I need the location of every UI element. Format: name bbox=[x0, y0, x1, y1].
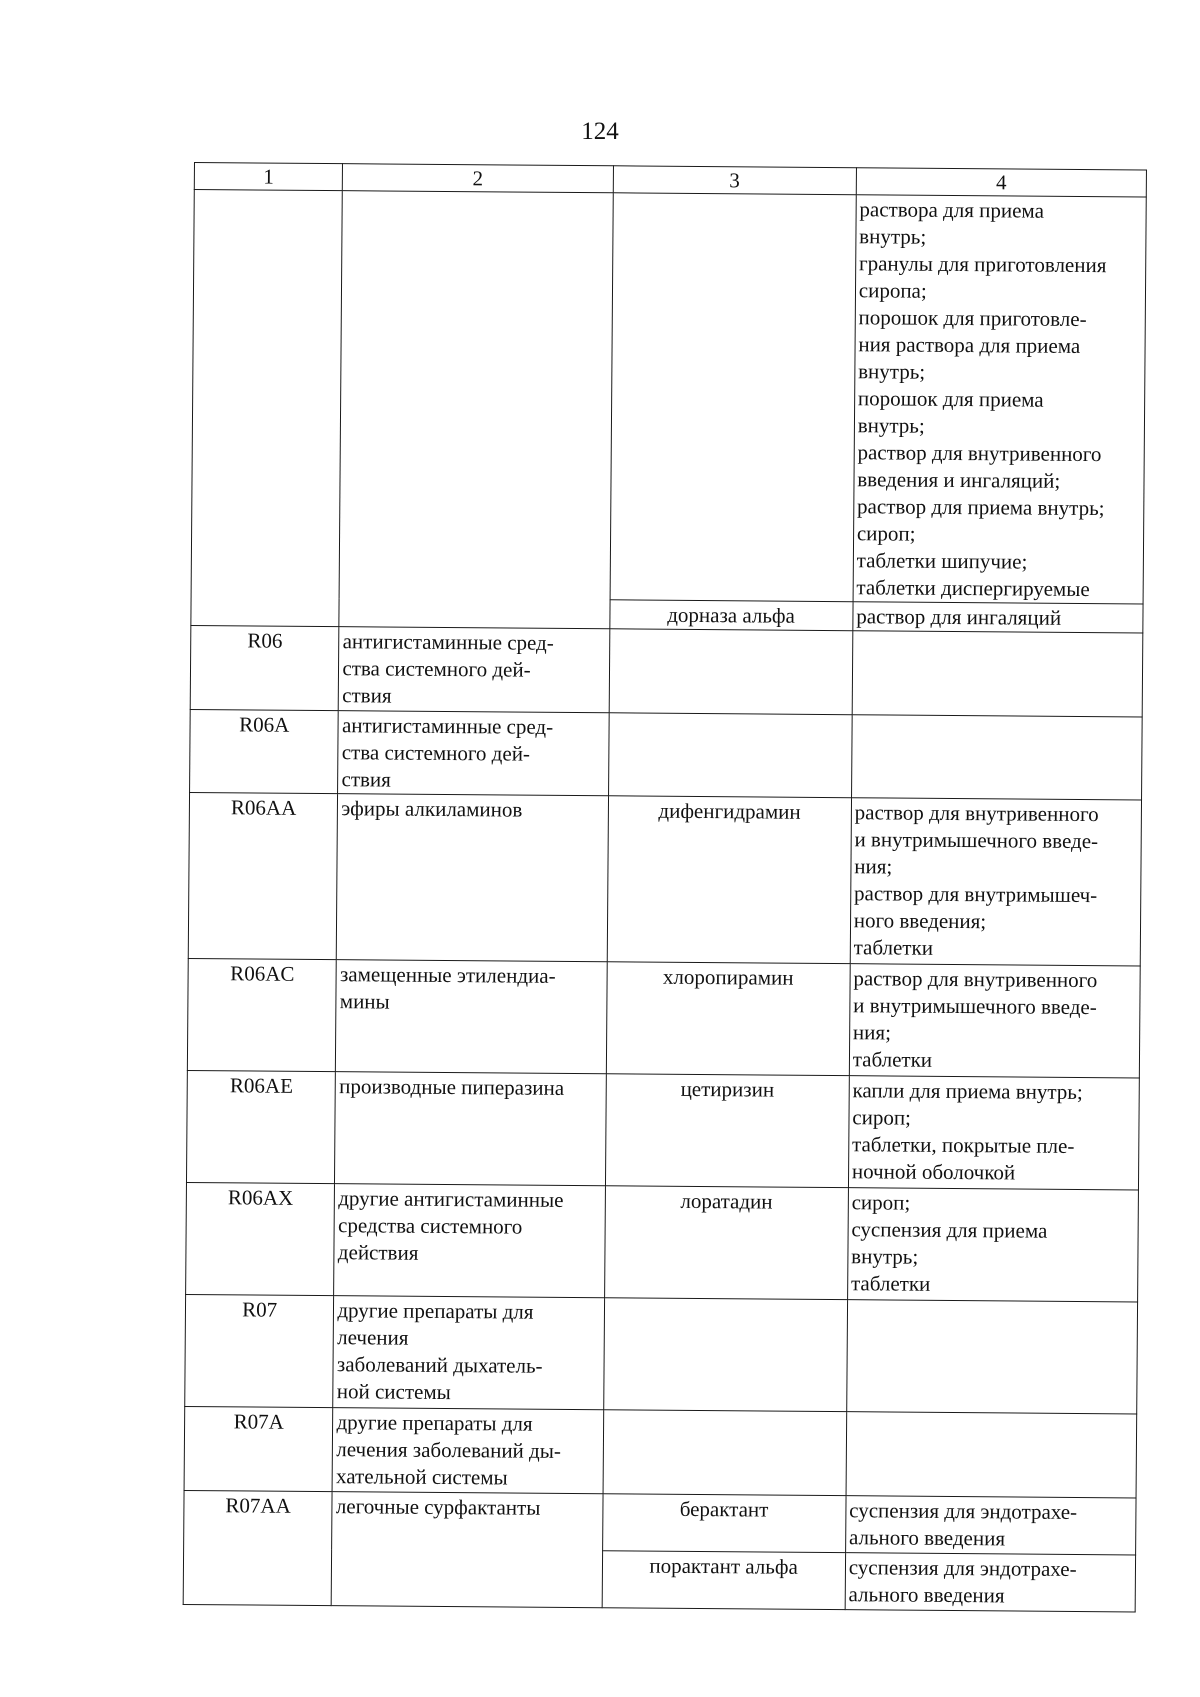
substance-cell: берактант bbox=[602, 1494, 846, 1553]
dosage-forms-cell bbox=[851, 715, 1142, 800]
table-row bbox=[188, 792, 1141, 965]
atc-code-cell: R07AA bbox=[183, 1490, 332, 1605]
dosage-forms-cell bbox=[846, 1412, 1137, 1498]
dosage-form-line: сироп; bbox=[856, 521, 916, 546]
group-name-line: ствия bbox=[342, 683, 392, 708]
table-row bbox=[190, 709, 1143, 799]
group-name-cell bbox=[334, 1184, 605, 1298]
dosage-form-line: таблетки диспергируемые bbox=[856, 575, 1090, 602]
atc-code-cell: R06 bbox=[190, 625, 339, 710]
dosage-form-line: сиропа; bbox=[858, 278, 927, 303]
dosage-form-line: порошок для приема bbox=[857, 386, 1044, 412]
dosage-form-line: ния; bbox=[854, 854, 893, 879]
column-header-1: 1 bbox=[194, 163, 343, 191]
drug-table-sheet bbox=[182, 162, 1147, 1647]
group-name-line: другие антигистаминные bbox=[338, 1186, 564, 1212]
atc-code-cell bbox=[191, 190, 343, 627]
dosage-form-line: внутрь; bbox=[859, 224, 927, 249]
group-name-line: лечения заболеваний ды- bbox=[336, 1437, 561, 1463]
drug-table bbox=[183, 162, 1147, 1612]
dosage-forms-cell bbox=[853, 195, 1146, 604]
dosage-form-line: таблетки bbox=[850, 1271, 931, 1296]
group-name-cell bbox=[337, 794, 608, 962]
group-name-cell bbox=[339, 191, 612, 629]
group-name-line: легочные сурфактанты bbox=[335, 1494, 541, 1520]
group-name-line: действия bbox=[337, 1240, 419, 1265]
group-name-line: антигистаминные сред- bbox=[341, 713, 554, 739]
group-name-cell bbox=[338, 711, 609, 796]
dosage-form-line: ального введения bbox=[848, 1582, 1005, 1608]
table-row bbox=[187, 958, 1140, 1077]
dosage-forms-cell bbox=[853, 602, 1143, 633]
dosage-form-line: введения и ингаляций; bbox=[857, 467, 1061, 493]
table-row bbox=[186, 1182, 1139, 1301]
table-row bbox=[184, 1490, 1136, 1554]
substance-cell bbox=[609, 629, 853, 715]
dosage-form-line: порошок для приготовле- bbox=[858, 305, 1087, 332]
page-number: 124 bbox=[581, 118, 619, 145]
dosage-form-line: раствор для внутримышеч- bbox=[853, 881, 1098, 908]
dosage-form-line: раствора для приема bbox=[859, 197, 1045, 223]
dosage-forms-cell bbox=[847, 1188, 1138, 1302]
group-name-line: замещенные этилендиа- bbox=[339, 962, 556, 988]
dosage-form-line: таблетки шипучие; bbox=[856, 548, 1028, 574]
column-header-4: 4 bbox=[856, 168, 1146, 197]
dosage-form-line: таблетки bbox=[852, 1047, 933, 1072]
atc-code-cell: R06AA bbox=[188, 792, 338, 959]
dosage-forms-cell bbox=[852, 631, 1143, 717]
group-name-line: антигистаминные сред- bbox=[342, 629, 554, 655]
group-name-line: ствия bbox=[341, 767, 391, 792]
dosage-form-line: внутрь; bbox=[857, 413, 925, 438]
dosage-form-line: таблетки, покрытые пле- bbox=[852, 1132, 1075, 1158]
table-row bbox=[191, 190, 1146, 604]
group-name-line: другие препараты для bbox=[337, 1298, 534, 1324]
dosage-form-line: ния раствора для приема bbox=[858, 332, 1081, 358]
dosage-form-line: и внутримышечного введе- bbox=[853, 993, 1097, 1020]
group-name-line: ства системного дей- bbox=[341, 740, 531, 766]
substance-cell: лоратадин bbox=[604, 1186, 848, 1300]
group-name-cell bbox=[332, 1408, 603, 1494]
group-name-line: средства системного bbox=[337, 1213, 523, 1239]
dosage-form-line: раствор для приема внутрь; bbox=[857, 494, 1105, 521]
dosage-form-line: ния; bbox=[852, 1020, 892, 1045]
group-name-cell bbox=[333, 1296, 604, 1410]
group-name-line: заболеваний дыхатель- bbox=[336, 1352, 543, 1378]
group-name-cell bbox=[335, 1072, 606, 1186]
table-row bbox=[184, 1406, 1137, 1497]
dosage-form-line: ного введения; bbox=[853, 908, 987, 934]
group-name-line: производные пиперазина bbox=[339, 1074, 565, 1100]
dosage-form-line: раствор для внутривенного bbox=[857, 440, 1102, 467]
atc-code-cell: R06AE bbox=[186, 1070, 335, 1183]
group-name-cell bbox=[336, 960, 607, 1074]
dosage-form-line: суспензия для приема bbox=[851, 1217, 1048, 1243]
dosage-form-line: раствор для ингаляций bbox=[856, 604, 1062, 630]
substance-cell bbox=[610, 193, 856, 602]
dosage-form-line: гранулы для приготовления bbox=[858, 251, 1107, 278]
dosage-form-line: таблетки bbox=[853, 935, 934, 960]
atc-code-cell: R06AX bbox=[186, 1182, 335, 1295]
dosage-form-line: ночной оболочкой bbox=[851, 1159, 1016, 1185]
table-row bbox=[186, 1070, 1139, 1189]
dosage-form-line: суспензия для эндотрахе- bbox=[848, 1555, 1077, 1581]
dosage-form-line: капли для приема внутрь; bbox=[852, 1078, 1083, 1105]
dosage-forms-cell bbox=[845, 1496, 1136, 1555]
substance-cell bbox=[608, 713, 852, 798]
substance-cell: цетиризин bbox=[605, 1074, 849, 1188]
dosage-form-line: сироп; bbox=[851, 1190, 911, 1215]
dosage-form-line: и внутримышечного введе- bbox=[854, 827, 1099, 854]
substance-cell bbox=[603, 1298, 847, 1412]
group-name-line: ной системы bbox=[336, 1379, 451, 1405]
dosage-form-line: сироп; bbox=[852, 1105, 912, 1130]
dosage-form-line: суспензия для эндотрахе- bbox=[849, 1498, 1078, 1524]
dosage-form-line: раствор для внутривенного bbox=[853, 966, 1098, 993]
table-row bbox=[190, 625, 1143, 716]
dosage-form-line: внутрь; bbox=[858, 359, 926, 384]
atc-code-cell: R06AC bbox=[187, 958, 336, 1071]
group-name-line: лечения bbox=[337, 1325, 409, 1350]
group-name-cell bbox=[339, 627, 610, 713]
atc-code-cell: R07A bbox=[184, 1406, 333, 1491]
group-name-cell bbox=[332, 1492, 603, 1608]
column-header-2: 2 bbox=[343, 164, 613, 193]
dosage-forms-cell bbox=[847, 1300, 1138, 1414]
atc-code-cell: R07 bbox=[185, 1294, 334, 1407]
dosage-form-line: внутрь; bbox=[851, 1244, 919, 1269]
substance-cell: порактант альфа bbox=[602, 1551, 846, 1610]
dosage-form-line: раствор для внутривенного bbox=[854, 800, 1099, 827]
group-name-line: хательной системы bbox=[336, 1464, 508, 1490]
dosage-forms-cell bbox=[845, 1553, 1136, 1612]
dosage-form-line: ального введения bbox=[848, 1525, 1006, 1551]
substance-cell bbox=[603, 1410, 847, 1496]
substance-cell: дорназа альфа bbox=[609, 600, 853, 631]
group-name-line: другие препараты для bbox=[336, 1410, 533, 1436]
dosage-forms-cell bbox=[850, 798, 1141, 966]
group-name-line: ства системного дей- bbox=[342, 656, 531, 682]
substance-cell: дифенгидрамин bbox=[607, 796, 852, 964]
group-name-line: эфиры алкиламинов bbox=[341, 796, 523, 822]
dosage-forms-cell bbox=[848, 1076, 1139, 1190]
substance-cell: хлоропирамин bbox=[606, 962, 850, 1076]
group-name-line: мины bbox=[339, 989, 390, 1014]
column-header-3: 3 bbox=[613, 166, 857, 195]
atc-code-cell: R06A bbox=[190, 709, 339, 793]
dosage-forms-cell bbox=[849, 964, 1140, 1078]
table-row bbox=[185, 1294, 1138, 1413]
